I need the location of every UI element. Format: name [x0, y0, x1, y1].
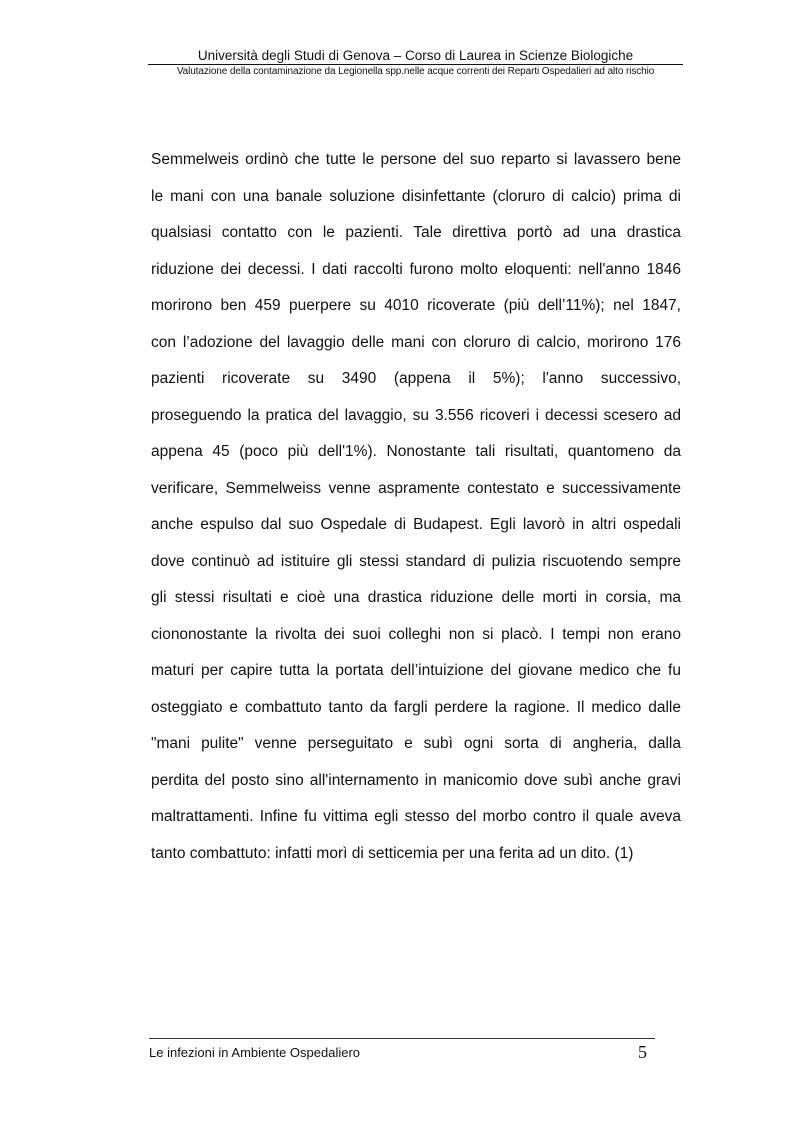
paragraph-line: proseguendo la pratica del lavaggio, su 3.556 ricoveri i decessi scesero ad	[151, 406, 681, 424]
paragraph-line: appena 45 (poco più dell'1%). Nonostante tali risultati, quantomeno da	[151, 443, 681, 460]
paragraph-line: verificare, Semmelweiss venne aspramente contestato e successivamente	[151, 479, 681, 497]
paragraph-line: morirono ben 459 puerpere su 4010 ricoverate (più dell’11%); nel 1847,	[151, 297, 681, 314]
paragraph-line: qualsiasi contatto con le pazienti. Tale direttiva portò ad una drastica	[151, 224, 681, 241]
page-footer	[149, 1041, 655, 1065]
paragraph-line: maturi per capire tutta la portata dell’intuizione del giovane medico che fu	[151, 662, 681, 679]
header-title: Università degli Studi di Genova – Corso di Laurea in Scienze Biologiche	[197, 48, 634, 63]
page-number: 5	[638, 1042, 647, 1062]
body-paragraph	[151, 148, 681, 878]
paragraph-line: perdita del posto sino all'internamento in manicomio dove subì anche gravi	[151, 771, 681, 789]
paragraph-line: gli stessi risultati e cioè una drastica riduzione delle morti in corsia, ma	[151, 589, 681, 606]
page-header	[148, 47, 683, 78]
paragraph-last-line: tanto combattuto: infatti morì di setticemia per una ferita ad un dito. (1)	[151, 844, 634, 862]
paragraph-line: "mani pulite" venne perseguitato e subì ogni sorta di angheria, dalla	[151, 735, 681, 752]
paragraph-line: pazienti ricoverate su 3490 (appena il 5%); l'anno successivo,	[151, 370, 681, 387]
footer-text: Le infezioni in Ambiente Ospedaliero	[149, 1045, 361, 1060]
paragraph-line: ciononostante la rivolta dei suoi colleghi non si placò. I tempi non erano	[151, 625, 681, 643]
paragraph-line: anche espulso dal suo Ospedale di Budapest. Egli lavorò in altri ospedali	[151, 516, 681, 533]
footer-divider	[149, 1038, 655, 1039]
paragraph-line: osteggiato e combattuto tanto da fargli perdere la ragione. Il medico dalle	[151, 698, 681, 716]
paragraph-line: le mani con una banale soluzione disinfettante (cloruro di calcio) prima di	[151, 187, 681, 205]
header-subtitle: Valutazione della contaminazione da Legionella spp.nelle acque correnti dei Reparti Ospedalieri ad alto rischio	[148, 64, 683, 78]
paragraph-line: dove continuò ad istituire gli stessi standard di pulizia riscuotendo sempre	[151, 552, 681, 570]
paragraph-line: riduzione dei decessi. I dati raccolti furono molto eloquenti: nell'anno 1846	[151, 260, 681, 278]
paragraph-line: Semmelweis ordinò che tutte le persone del suo reparto si lavassero bene	[151, 151, 681, 168]
paragraph-line: maltrattamenti. Infine fu vittima egli stesso del morbo contro il quale aveva	[151, 808, 681, 825]
paragraph-line: con l’adozione del lavaggio delle mani con cloruro di calcio, morirono 176	[151, 333, 681, 351]
